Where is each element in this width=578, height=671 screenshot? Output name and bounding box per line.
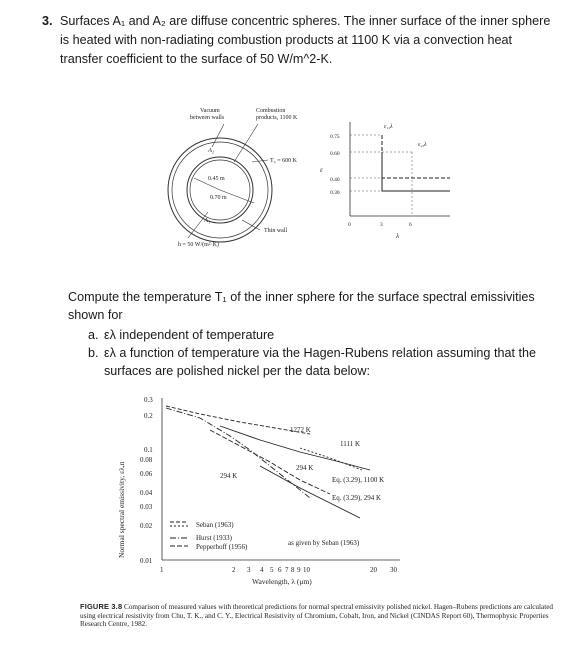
step-y-tick-030: 0.30	[330, 190, 340, 196]
ann-1111: 1111 K	[340, 440, 361, 448]
question-items	[88, 326, 548, 380]
emissivity-curve-1	[382, 152, 450, 191]
x-tick-20: 20	[370, 566, 377, 574]
item-a-label: a.	[88, 328, 99, 342]
problem-number: 3.	[42, 14, 53, 28]
caption-text: Comparison of measured values with theoretical predictions for normal spectral emissivity polished nickel. Hagen–Rubens predictions are calculated using electrical resistivity from Chu, T. K., and C. Y., Electrical Resistivity of Chromium, Cobalt, Iron, and Nickel (CINDAS Report 60), Thermophysic Properties Research Centre, 1982.	[80, 603, 553, 629]
x-tick-10: 10	[303, 566, 310, 574]
step-y-axis-label: ε	[320, 166, 323, 174]
bottom-y-axis-label: Normal spectral emissivity, ελ,n	[117, 461, 126, 558]
label-vacuum: Vacuum	[200, 108, 220, 114]
legend-seban: Seban (1963)	[196, 521, 234, 529]
y-tick-02: 0.2	[144, 412, 153, 420]
y-tick-006: 0.06	[140, 470, 153, 478]
x-tick-30: 30	[390, 566, 397, 574]
item-b-text: ελ a function of temperature via the Hagen-Rubens relation assuming that the surfaces are polished nickel per the data below:	[104, 346, 536, 378]
caption-label: FIGURE 3.8	[80, 602, 123, 611]
label-a1: A₁	[204, 217, 211, 224]
label-combustion: Combustion	[256, 108, 286, 114]
y-tick-004: 0.04	[140, 489, 153, 497]
ann-294a: 294 K	[220, 472, 238, 480]
label-t2: T₂ = 600 K	[270, 158, 297, 164]
y-tick-003: 0.03	[140, 503, 153, 511]
y-tick-01: 0.1	[144, 446, 153, 454]
x-tick-2: 2	[232, 566, 236, 574]
y-tick-001: 0.01	[140, 557, 153, 565]
x-tick-3: 3	[247, 566, 251, 574]
label-a2-top: A₂	[208, 147, 215, 154]
x-tick-6: 6	[278, 566, 282, 574]
curve-label-2: ε₂,λ	[418, 142, 427, 148]
label-between-walls: between walls	[190, 115, 225, 121]
figure-caption	[80, 603, 558, 629]
step-x-axis-label: λ	[396, 232, 400, 240]
item-a	[88, 326, 548, 344]
x-tick-7: 7	[285, 566, 289, 574]
step-y-tick-075: 0.75	[330, 134, 340, 140]
step-y-tick-060: 0.60	[330, 151, 340, 157]
curve-label-1: ε₁,λ	[384, 124, 393, 130]
y-tick-002: 0.02	[140, 522, 153, 530]
question-prompt: Compute the temperature T₁ of the inner sphere for the surface spectral emissivities shown for	[68, 290, 535, 322]
ann-eq1100: Eq. (3.29), 1100 K	[332, 476, 385, 484]
y-tick-03: 0.3	[144, 396, 153, 404]
step-x-tick-6: 6	[409, 222, 412, 228]
x-tick-9: 9	[297, 566, 301, 574]
step-x-tick-3: 3	[380, 222, 383, 228]
emissivity-curve-2	[382, 135, 450, 178]
curve-eq-294	[260, 466, 360, 518]
step-x-tick-0: 0	[348, 222, 351, 228]
label-products: products, 1100 K	[256, 115, 298, 121]
legend-hurst: Hurst (1933)	[196, 534, 232, 542]
curve-pepperhoff-294	[210, 430, 330, 494]
problem-statement	[42, 12, 552, 69]
problem-text: Surfaces A₁ and A₂ are diffuse concentric spheres. The inner surface of the inner sphere is heated with non-radiating combustion products at 1100 K via a convection heat transfer coefficient to the surface of 50 W/m^2-K.	[60, 14, 551, 66]
item-b-label: b.	[88, 346, 99, 360]
step-y-tick-040: 0.40	[330, 177, 340, 183]
y-tick-008: 0.08	[140, 456, 153, 464]
label-thin-wall: Thin wall	[264, 228, 288, 234]
ann-294b: 294 K	[296, 464, 314, 472]
label-070: 0.70 m	[210, 195, 227, 201]
spheres-figure	[160, 100, 460, 260]
x-tick-4: 4	[260, 566, 264, 574]
ann-eq294: Eq. (3.29), 294 K	[332, 494, 381, 502]
label-h: h = 50 W/(m²·K)	[178, 242, 219, 248]
nickel-emissivity-figure	[100, 390, 520, 590]
legend-given: as given by Seban (1963)	[288, 539, 360, 547]
x-tick-8: 8	[291, 566, 295, 574]
x-tick-1: 1	[160, 566, 164, 574]
bottom-x-axis-label: Wavelength, λ (μm)	[252, 577, 312, 586]
item-b	[88, 344, 548, 380]
ann-1272: 1272 K	[290, 426, 311, 434]
item-a-text: ελ independent of temperature	[104, 328, 275, 342]
label-045: 0.45 m	[208, 176, 225, 182]
legend-pepperhoff: Pepperhoff (1956)	[196, 543, 248, 551]
x-tick-5: 5	[270, 566, 274, 574]
curve-seban-1272	[166, 406, 310, 434]
